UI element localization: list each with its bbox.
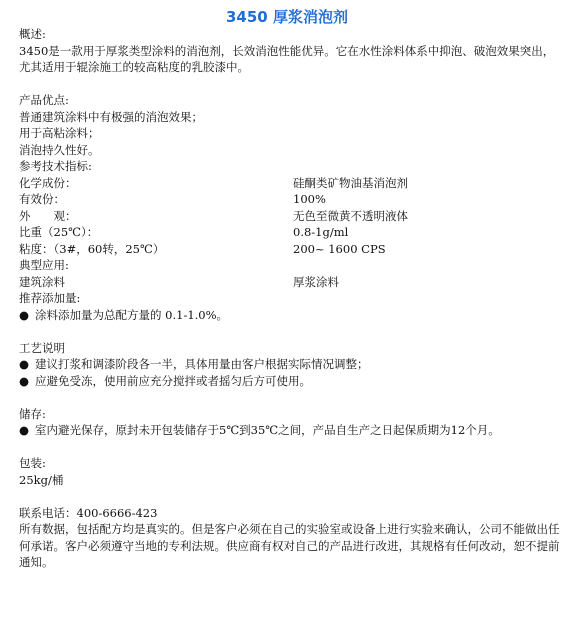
application-label: 建筑涂料 <box>19 274 65 289</box>
disclaimer-text: 所有数据，包括配方均是真实的。但是客户必须在自己的实验室或设备上进行实验来确认，公司不能做出任何承诺。客户必须遵守当地的专利法规。供应商有权对自己的产品进行改进，其规格有任何改动，恕不提前通知。 <box>19 522 560 569</box>
spec-row <box>19 224 564 241</box>
bullet-icon: ● <box>19 307 30 322</box>
overview-heading: 概述: <box>19 27 46 41</box>
spec-row <box>19 191 564 208</box>
spec-label: 外 观： <box>19 208 77 223</box>
advantage-item: 普通建筑涂料中有极强的消泡效果； <box>19 109 203 124</box>
storage-item <box>19 422 564 439</box>
process-item <box>19 356 564 373</box>
storage-heading: 储存: <box>19 406 46 421</box>
bullet-icon: ● <box>19 357 30 371</box>
spec-value: 200~ 1600 CPS <box>293 241 386 256</box>
advantage-item: 消泡持久性好。 <box>19 142 100 157</box>
application-row <box>19 274 564 291</box>
process-text: 应避免受冻，使用前应充分搅拌或者摇匀后方可使用。 <box>35 373 311 388</box>
document-title: 3450 厚浆消泡剂 <box>226 8 348 26</box>
spec-row <box>19 175 564 192</box>
spec-label: 粘度：（3#，60转，25℃） <box>19 241 165 256</box>
process-text: 建议打浆和调漆阶段各一半，具体用量由客户根据实际情况调整； <box>35 357 369 371</box>
spec-label: 有效份： <box>19 192 65 206</box>
spec-row <box>19 241 564 258</box>
spec-row <box>19 208 564 225</box>
spec-value: 无色至微黄不透明液体 <box>293 208 408 223</box>
document-content <box>19 26 564 571</box>
overview-text: 3450是一款用于厚浆类型涂料的消泡剂，长效消泡性能优异。它在水性涂料体系中抑泡、破泡效果突出，尤其适用于辊涂施工的较高粘度的乳胶漆中。 <box>19 43 555 74</box>
advantage-item: 用于高粘涂料； <box>19 126 100 140</box>
packaging-heading: 包装: <box>19 456 46 470</box>
process-item <box>19 373 564 390</box>
spec-value: 0.8-1g/ml <box>293 225 349 239</box>
dosage-heading: 推荐添加量: <box>19 291 81 305</box>
dosage-text: 涂料添加量为总配方量的 0.1-1.0%。 <box>35 307 229 322</box>
storage-text: 室内避光保存，原封未开包装储存于5℃到35℃之间，产品自生产之日起保质期为12个月。 <box>35 423 500 437</box>
contact-phone: 联系电话：400-6666-423 <box>19 505 158 520</box>
process-heading: 工艺说明 <box>19 340 65 355</box>
bullet-icon: ● <box>19 373 30 388</box>
specs-heading: 参考技术指标: <box>19 159 92 173</box>
spec-value: 硅酮类矿物油基消泡剂 <box>293 175 408 190</box>
spec-label: 比重（25℃）： <box>19 225 99 239</box>
packaging-text: 25kg/桶 <box>19 472 64 487</box>
spec-label: 化学成份： <box>19 175 77 190</box>
dosage-item <box>19 307 564 324</box>
applications-heading: 典型应用: <box>19 258 69 272</box>
spec-value: 100% <box>293 192 326 206</box>
application-value: 厚浆涂料 <box>293 274 339 289</box>
advantages-heading: 产品优点: <box>19 93 69 107</box>
bullet-icon: ● <box>19 423 30 437</box>
